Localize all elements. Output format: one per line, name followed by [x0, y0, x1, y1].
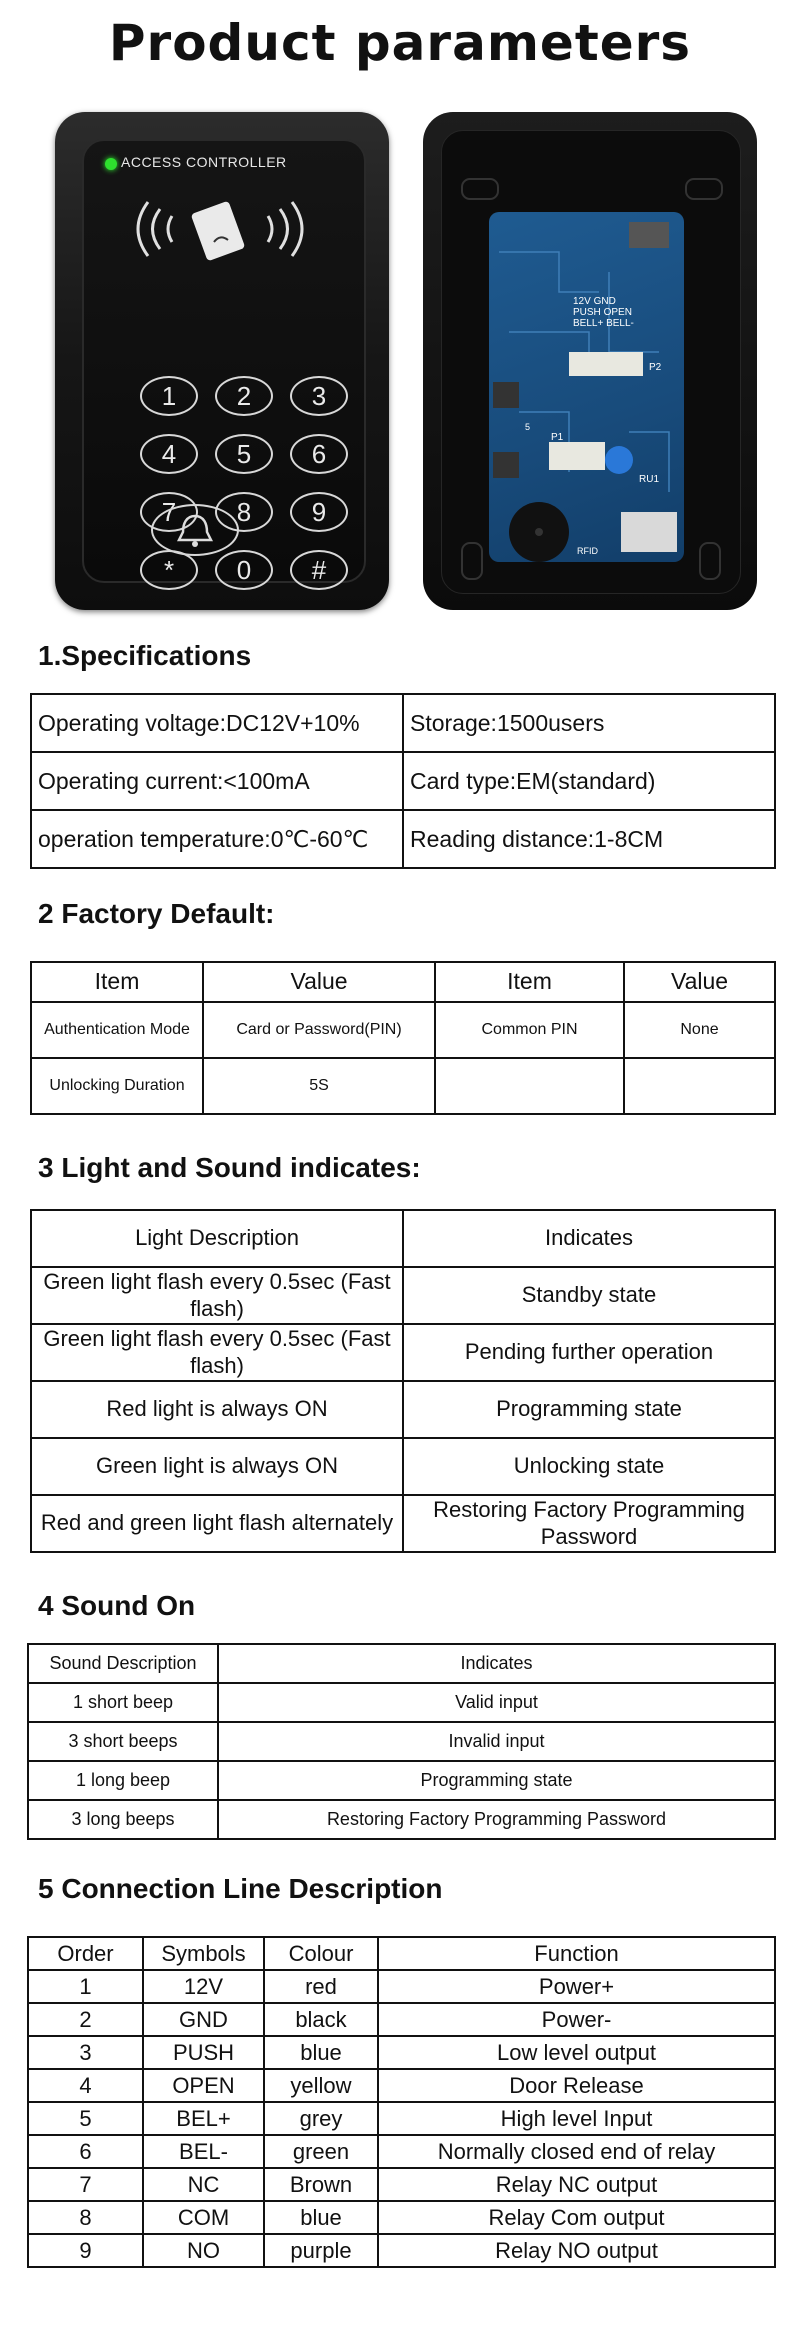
table-cell: black — [264, 2003, 378, 2036]
table-cell: 1 long beep — [28, 1761, 218, 1800]
table-cell: 8 — [28, 2201, 143, 2234]
table-cell: blue — [264, 2036, 378, 2069]
factory-default-table — [30, 961, 776, 1115]
key-6[interactable]: 6 — [290, 434, 348, 474]
pcb-label: P2 — [649, 362, 662, 373]
table-cell: Green light is always ON — [31, 1438, 403, 1495]
connection-table — [27, 1936, 776, 2268]
table-cell: High level Input — [378, 2102, 775, 2135]
mount-slot — [699, 542, 721, 580]
table-header-row — [31, 962, 775, 1002]
table-cell: Low level output — [378, 2036, 775, 2069]
table-cell: Unlocking state — [403, 1438, 775, 1495]
table-cell: Relay NO output — [378, 2234, 775, 2267]
table-header-cell: Item — [31, 962, 203, 1002]
key-2[interactable]: 2 — [215, 376, 273, 416]
table-cell: operation temperature:0℃-60℃ — [31, 810, 403, 868]
table-cell — [624, 1058, 775, 1114]
table-cell: Green light flash every 0.5sec (Fast flash) — [31, 1324, 403, 1381]
table-cell: 3 long beeps — [28, 1800, 218, 1839]
table-cell: 6 — [28, 2135, 143, 2168]
table-cell: Pending further operation — [403, 1324, 775, 1381]
table-cell: BEL- — [143, 2135, 264, 2168]
table-header-cell: Value — [203, 962, 435, 1002]
table-cell: Card type:EM(standard) — [403, 752, 775, 810]
table-header-cell: Item — [435, 962, 624, 1002]
table-row — [28, 1761, 775, 1800]
table-cell: Relay NC output — [378, 2168, 775, 2201]
table-cell — [435, 1058, 624, 1114]
table-cell: 5S — [203, 1058, 435, 1114]
table-cell: blue — [264, 2201, 378, 2234]
table-cell: Programming state — [218, 1761, 775, 1800]
key-hash[interactable]: # — [290, 550, 348, 590]
sound-on-heading: 4 Sound On — [38, 1590, 196, 1621]
key-8[interactable]: 8 — [215, 492, 273, 532]
mount-slot — [685, 178, 723, 200]
page-title: Product parameters — [108, 14, 692, 72]
table-cell: Unlocking Duration — [31, 1058, 203, 1114]
table-header-cell: Symbols — [143, 1937, 264, 1970]
table-row — [31, 694, 775, 752]
table-row — [28, 2168, 775, 2201]
table-cell: Relay Com output — [378, 2201, 775, 2234]
table-cell: 7 — [28, 2168, 143, 2201]
pcb-label: P1 — [551, 432, 564, 443]
pcb-label: 12V — [573, 296, 591, 307]
table-cell: Normally closed end of relay — [378, 2135, 775, 2168]
table-header-row — [31, 1210, 775, 1267]
key-0[interactable]: 0 — [215, 550, 273, 590]
rfid-card-icon — [120, 194, 320, 264]
table-cell: Reading distance:1-8CM — [403, 810, 775, 868]
table-header-cell: Indicates — [403, 1210, 775, 1267]
table-cell: 3 — [28, 2036, 143, 2069]
table-cell: red — [264, 1970, 378, 2003]
table-cell: 2 — [28, 2003, 143, 2036]
table-header-cell: Order — [28, 1937, 143, 1970]
table-cell: 3 short beeps — [28, 1722, 218, 1761]
table-cell: Brown — [264, 2168, 378, 2201]
table-cell: Common PIN — [435, 1002, 624, 1058]
table-cell: Door Release — [378, 2069, 775, 2102]
table-row — [28, 1800, 775, 1839]
table-row — [28, 2102, 775, 2135]
table-row — [28, 1970, 775, 2003]
table-cell: GND — [143, 2003, 264, 2036]
table-cell: None — [624, 1002, 775, 1058]
table-cell: 5 — [28, 2102, 143, 2135]
table-row — [28, 2069, 775, 2102]
table-cell: 1 short beep — [28, 1683, 218, 1722]
table-cell: Invalid input — [218, 1722, 775, 1761]
table-row — [28, 2003, 775, 2036]
table-header-cell: Light Description — [31, 1210, 403, 1267]
bell-icon — [153, 506, 237, 554]
pcb-label: RU1 — [639, 474, 660, 485]
table-cell: Power+ — [378, 1970, 775, 2003]
table-header-cell: Sound Description — [28, 1644, 218, 1683]
table-row — [28, 1683, 775, 1722]
table-cell: Power- — [378, 2003, 775, 2036]
table-cell: Valid input — [218, 1683, 775, 1722]
table-cell: yellow — [264, 2069, 378, 2102]
table-cell: OPEN — [143, 2069, 264, 2102]
table-cell: Red light is always ON — [31, 1381, 403, 1438]
table-cell: grey — [264, 2102, 378, 2135]
light-sound-heading: 3 Light and Sound indicates: — [38, 1152, 421, 1183]
table-cell: purple — [264, 2234, 378, 2267]
table-cell: Operating voltage:DC12V+10% — [31, 694, 403, 752]
table-cell: 4 — [28, 2069, 143, 2102]
key-3[interactable]: 3 — [290, 376, 348, 416]
table-cell: Card or Password(PIN) — [203, 1002, 435, 1058]
table-header-row — [28, 1644, 775, 1683]
table-cell: NC — [143, 2168, 264, 2201]
table-cell: Restoring Factory Programming Password — [403, 1495, 775, 1552]
pcb-label: BELL+ — [573, 318, 604, 329]
table-row — [28, 2036, 775, 2069]
pcb-label: OPEN — [603, 307, 632, 318]
table-row — [31, 1324, 775, 1381]
status-led-icon — [105, 158, 117, 170]
table-row — [28, 1722, 775, 1761]
table-cell: Authentication Mode — [31, 1002, 203, 1058]
pcb-label: RFID — [577, 546, 598, 556]
table-cell: Red and green light flash alternately — [31, 1495, 403, 1552]
device-back-image — [423, 112, 757, 610]
table-cell: Operating current:<100mA — [31, 752, 403, 810]
specifications-table — [30, 693, 776, 869]
device-brand-label: ACCESS CONTROLLER — [121, 154, 287, 170]
table-row — [28, 2201, 775, 2234]
table-cell: 12V — [143, 1970, 264, 2003]
key-7[interactable]: 7 — [140, 492, 198, 532]
table-cell: 1 — [28, 1970, 143, 2003]
table-header-row — [28, 1937, 775, 1970]
table-cell: Restoring Factory Programming Password — [218, 1800, 775, 1839]
key-4[interactable]: 4 — [140, 434, 198, 474]
sound-on-table — [27, 1643, 776, 1840]
table-cell: NO — [143, 2234, 264, 2267]
key-star[interactable]: * — [140, 550, 198, 590]
table-row — [31, 752, 775, 810]
key-1[interactable]: 1 — [140, 376, 198, 416]
table-cell: green — [264, 2135, 378, 2168]
table-row — [31, 1381, 775, 1438]
mount-slot — [461, 542, 483, 580]
light-sound-table — [30, 1209, 776, 1553]
table-row — [31, 810, 775, 868]
table-cell: COM — [143, 2201, 264, 2234]
specifications-heading: 1.Specifications — [38, 640, 252, 671]
table-row — [31, 1267, 775, 1324]
table-row — [31, 1438, 775, 1495]
pcb-label: GND — [593, 296, 616, 307]
pcb-label: 5 — [525, 422, 531, 432]
device-front-image — [55, 112, 389, 610]
table-row — [28, 2135, 775, 2168]
mount-slot — [461, 178, 499, 200]
table-row — [28, 2234, 775, 2267]
table-cell: 9 — [28, 2234, 143, 2267]
table-cell: BEL+ — [143, 2102, 264, 2135]
table-header-cell: Colour — [264, 1937, 378, 1970]
key-5[interactable]: 5 — [215, 434, 273, 474]
key-9[interactable]: 9 — [290, 492, 348, 532]
table-row — [31, 1495, 775, 1552]
table-cell: Standby state — [403, 1267, 775, 1324]
table-row — [31, 1002, 775, 1058]
circuit-board — [489, 212, 684, 562]
factory-default-heading: 2 Factory Default: — [38, 898, 275, 929]
table-header-cell: Value — [624, 962, 775, 1002]
table-cell: Programming state — [403, 1381, 775, 1438]
pcb-label: PUSH — [573, 307, 601, 318]
doorbell-button[interactable] — [151, 504, 239, 556]
table-header-cell: Indicates — [218, 1644, 775, 1683]
pcb-label: BELL- — [606, 318, 634, 329]
table-row — [31, 1058, 775, 1114]
table-cell: Green light flash every 0.5sec (Fast flash) — [31, 1267, 403, 1324]
table-cell: Storage:1500users — [403, 694, 775, 752]
connection-heading: 5 Connection Line Description — [38, 1873, 443, 1904]
table-cell: PUSH — [143, 2036, 264, 2069]
table-header-cell: Function — [378, 1937, 775, 1970]
